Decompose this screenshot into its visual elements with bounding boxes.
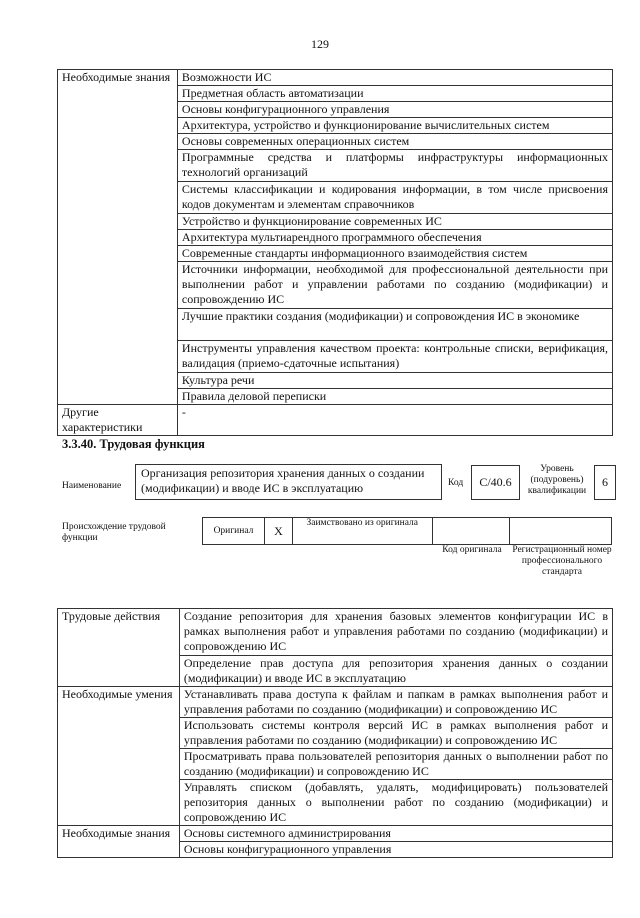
- borrowed-cell: Заимствовано из оригинала: [292, 518, 432, 545]
- list-item: Современные стандарты информационного взаимодействия систем: [177, 246, 612, 262]
- name-value: Организация репозитория хранения данных о создании (модификации) и вводе ИС в эксплуатацию: [141, 466, 425, 495]
- actions-table: [57, 608, 613, 858]
- level-label: Уровень (подуровень) квалификации: [527, 464, 587, 496]
- row-label: Необходимые знания: [58, 70, 178, 405]
- list-item: Культура речи: [177, 373, 612, 389]
- list-item: Источники информации, необходимой для профессиональной деятельности при выполнении работ и управлении работами по созданию (модификации) и сопровождению ИС: [177, 262, 612, 309]
- row-label: Необходимые умения: [58, 687, 180, 826]
- list-item: Лучшие практики создания (модификации) и сопровождения ИС в экономике: [177, 309, 612, 341]
- list-item: Создание репозитория для хранения базовых элементов конфигурации ИС в рамках выполнения работ и управления работами по созданию (модификации) и сопровождению ИС: [179, 609, 612, 656]
- code-orig-cell: [432, 518, 510, 545]
- list-item: Архитектура мультиарендного программного обеспечения: [177, 230, 612, 246]
- list-item: Использовать системы контроля версий ИС в рамках выполнения работ и управления работами по созданию (модификации) и сопровождению ИС: [179, 718, 612, 749]
- original-mark: X: [264, 518, 292, 545]
- list-item: Определение прав доступа для репозитория хранения данных о создании (модификации) и вводе ИС в эксплуатацию: [179, 656, 612, 687]
- level-box: [594, 465, 616, 500]
- list-item: Правила деловой переписки: [177, 389, 612, 405]
- reg-num-label: Регистрационный номер профессионального стандарта: [512, 545, 612, 577]
- code-value: C/40.6: [479, 475, 512, 489]
- list-item: Просматривать права пользователей репозитория данных о выполнении работ по созданию (модификации) и сопровождению ИС: [179, 749, 612, 780]
- code-label: Код: [448, 478, 464, 488]
- knowledge-table: [57, 69, 613, 436]
- section-title: 3.3.40. Трудовая функция: [62, 437, 205, 451]
- row-label: Необходимые знания: [58, 826, 180, 858]
- name-box: [135, 464, 442, 500]
- row-label: Другие характеристики: [58, 405, 178, 436]
- code-box: [471, 465, 520, 500]
- list-item: Основы системного администрирования: [179, 826, 612, 842]
- list-item: Устройство и функционирование современных ИС: [177, 214, 612, 230]
- page-number: 129: [311, 37, 329, 51]
- list-item: -: [177, 405, 612, 436]
- list-item: Инструменты управления качеством проекта: контрольные списки, верификация, валидация (приемо-сдаточные испытания): [177, 341, 612, 373]
- origin-label: Происхождение трудовой функции: [62, 522, 166, 543]
- list-item: Основы конфигурационного управления: [179, 842, 612, 858]
- code-orig-label: Код оригинала: [442, 545, 502, 555]
- list-item: Управлять списком (добавлять, удалять, модифицировать) пользователей репозитория данных о выполнении работ по созданию (модификации) и сопровождению ИС: [179, 780, 612, 826]
- list-item: Устанавливать права доступа к файлам и папкам в рамках выполнения работ и управления работами по созданию (модификации) и сопровождению ИС: [179, 687, 612, 718]
- name-label: Наименование: [62, 481, 122, 491]
- origin-table: [202, 517, 612, 545]
- list-item: Предметная область автоматизации: [177, 86, 612, 102]
- row-label: Трудовые действия: [58, 609, 180, 687]
- list-item: Основы конфигурационного управления: [177, 102, 612, 118]
- level-value: 6: [602, 475, 608, 489]
- original-cell: Оригинал: [203, 518, 265, 545]
- reg-num-cell: [510, 518, 612, 545]
- list-item: Программные средства и платформы инфраструктуры информационных технологий организаций: [177, 150, 612, 182]
- list-item: Основы современных операционных систем: [177, 134, 612, 150]
- list-item: Системы классификации и кодирования информации, в том числе присвоения кодов документам и элементам справочников: [177, 182, 612, 214]
- list-item: Архитектура, устройство и функционирование вычислительных систем: [177, 118, 612, 134]
- list-item: Возможности ИС: [177, 70, 612, 86]
